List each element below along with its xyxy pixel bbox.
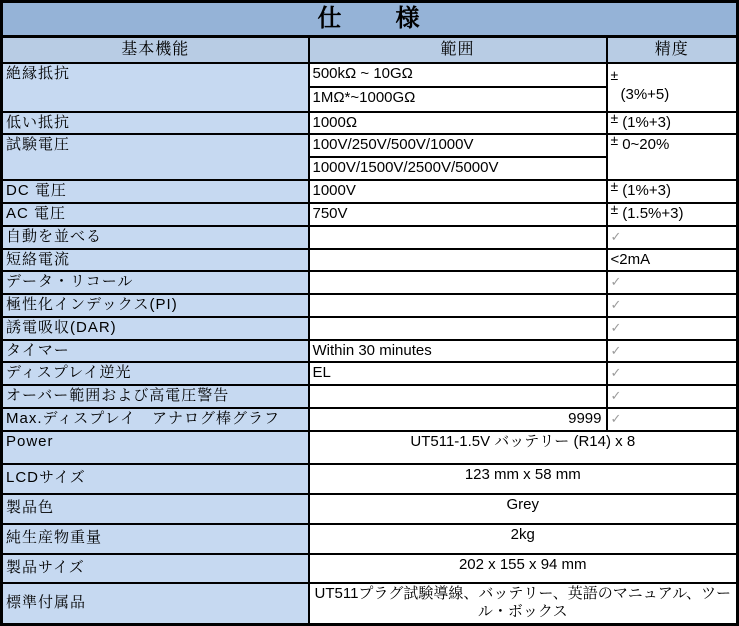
spec-label-insulation-resistance: 絶縁抵抗 xyxy=(2,63,309,112)
table-row xyxy=(2,494,738,524)
spec-label-dar: 誘電吸収(DAR) xyxy=(2,317,309,340)
spec-label-product-size: 製品サイズ xyxy=(2,554,309,583)
spec-range-max-display: 9999 xyxy=(309,408,607,431)
spec-label-max-display: Max.ディスプレイ アナログ棒グラフ xyxy=(2,408,309,431)
spec-label-display-backlight: ディスプレイ逆光 xyxy=(2,362,309,385)
accuracy-value: (1%+3) xyxy=(622,182,671,199)
spec-accuracy-test-voltage xyxy=(607,134,738,180)
table-row xyxy=(2,134,738,157)
spec-range-insulation-1: 500kΩ ~ 10GΩ xyxy=(309,63,607,87)
column-header-range: 範囲 xyxy=(309,37,607,63)
check-icon: ✓ xyxy=(610,410,622,426)
plus-minus-sign: ± xyxy=(610,109,619,126)
spec-label-data-recall: データ・リコール xyxy=(2,271,309,294)
check-icon: ✓ xyxy=(610,342,622,358)
spec-range-data-recall xyxy=(309,271,607,294)
table-row xyxy=(2,340,738,363)
spec-range-over-range-warning xyxy=(309,385,607,408)
plus-minus-sign: ± xyxy=(610,201,619,217)
plus-minus-sign: ± xyxy=(610,132,619,149)
plus-minus-sign: ± xyxy=(610,178,619,194)
table-row xyxy=(2,249,738,272)
spec-range-display-backlight: EL xyxy=(309,362,607,385)
table-row xyxy=(2,464,738,494)
accuracy-value: 0~20% xyxy=(622,136,670,154)
table-row xyxy=(2,180,738,203)
page-title: 仕 様 xyxy=(2,2,738,37)
spec-value-net-weight: 2kg xyxy=(309,524,738,554)
accuracy-value: (1%+3) xyxy=(622,113,671,131)
accuracy-value: (3%+5) xyxy=(620,85,670,103)
spec-value-power: UT511-1.5V バッテリー (R14) x 8 xyxy=(309,431,738,464)
spec-label-over-range-warning: オーバー範囲および高電圧警告 xyxy=(2,385,309,408)
spec-accuracy-max-display xyxy=(607,408,738,431)
spec-accuracy-display-backlight xyxy=(607,362,738,385)
table-row xyxy=(2,317,738,340)
check-icon: ✓ xyxy=(610,274,622,290)
table-row xyxy=(2,385,738,408)
spec-value-product-color: Grey xyxy=(309,494,738,524)
spec-label-short-circuit-current: 短絡電流 xyxy=(2,249,309,272)
spec-label-standard-accessories: 標準付属品 xyxy=(2,583,309,625)
spec-range-ac-voltage: 750V xyxy=(309,203,607,226)
spec-label-timer: タイマー xyxy=(2,340,309,363)
spec-label-net-weight: 純生産物重量 xyxy=(2,524,309,554)
table-header-row xyxy=(2,37,738,63)
table-row xyxy=(2,524,738,554)
table-row xyxy=(2,226,738,249)
spec-value-standard-accessories: UT511プラグ試験導線、バッテリー、英語のマニュアル、ツール・ボックス xyxy=(309,583,738,625)
spec-accuracy-ac-voltage xyxy=(607,203,738,226)
spec-label-auto-range: 自動を並べる xyxy=(2,226,309,249)
spec-range-timer: Within 30 minutes xyxy=(309,340,607,363)
spec-range-insulation-2: 1MΩ*~1000GΩ xyxy=(309,87,607,112)
spec-accuracy-dar xyxy=(607,317,738,340)
spec-accuracy-dc-voltage xyxy=(607,180,738,203)
check-icon: ✓ xyxy=(610,297,622,312)
spec-range-test-voltage-2: 1000V/1500V/2500V/5000V xyxy=(309,157,607,180)
spec-label-dc-voltage: DC 電圧 xyxy=(2,180,309,203)
spec-label-lcd-size: LCDサイズ xyxy=(2,464,309,494)
table-row xyxy=(2,112,738,135)
plus-minus-sign: ± xyxy=(610,66,619,83)
accuracy-value: (1.5%+3) xyxy=(622,205,684,222)
spec-label-product-color: 製品色 xyxy=(2,494,309,524)
spec-range-dc-voltage: 1000V xyxy=(309,180,607,203)
spec-value-lcd-size: 123 mm x 58 mm xyxy=(309,464,738,494)
spec-range-low-resistance: 1000Ω xyxy=(309,112,607,135)
spec-range-polarization-index xyxy=(309,294,607,317)
spec-value-product-size: 202 x 155 x 94 mm xyxy=(309,554,738,583)
spec-accuracy-timer xyxy=(607,340,738,363)
spec-label-polarization-index: 極性化インデックス(PI) xyxy=(2,294,309,317)
spec-range-short-circuit-current xyxy=(309,249,607,272)
table-row xyxy=(2,362,738,385)
spec-accuracy-auto-range xyxy=(607,226,738,249)
table-row xyxy=(2,203,738,226)
check-icon: ✓ xyxy=(610,365,622,381)
check-icon: ✓ xyxy=(610,228,622,244)
table-row xyxy=(2,554,738,583)
spec-accuracy-short-circuit-current: <2mA xyxy=(607,249,738,272)
spec-label-test-voltage: 試験電圧 xyxy=(2,134,309,180)
column-header-basic-function: 基本機能 xyxy=(2,37,309,63)
table-row xyxy=(2,583,738,625)
table-row xyxy=(2,431,738,464)
check-icon: ✓ xyxy=(610,388,622,403)
spec-label-low-resistance: 低い抵抗 xyxy=(2,112,309,135)
check-icon: ✓ xyxy=(610,319,622,335)
spec-accuracy-low-resistance xyxy=(607,109,738,135)
spec-accuracy-insulation xyxy=(607,63,738,112)
table-row xyxy=(2,294,738,317)
spec-label-power: Power xyxy=(2,431,309,464)
table-row xyxy=(2,408,738,431)
table-row xyxy=(2,2,738,37)
table-row xyxy=(2,271,738,294)
table-row xyxy=(2,63,738,87)
spec-range-dar xyxy=(309,317,607,340)
spec-accuracy-polarization-index xyxy=(607,294,738,317)
spec-range-auto-range xyxy=(309,226,607,249)
column-header-accuracy: 精度 xyxy=(607,37,738,63)
spec-range-test-voltage-1: 100V/250V/500V/1000V xyxy=(309,134,607,157)
spec-label-ac-voltage: AC 電圧 xyxy=(2,203,309,226)
spec-accuracy-data-recall xyxy=(607,271,738,294)
spec-accuracy-over-range-warning xyxy=(607,385,738,408)
